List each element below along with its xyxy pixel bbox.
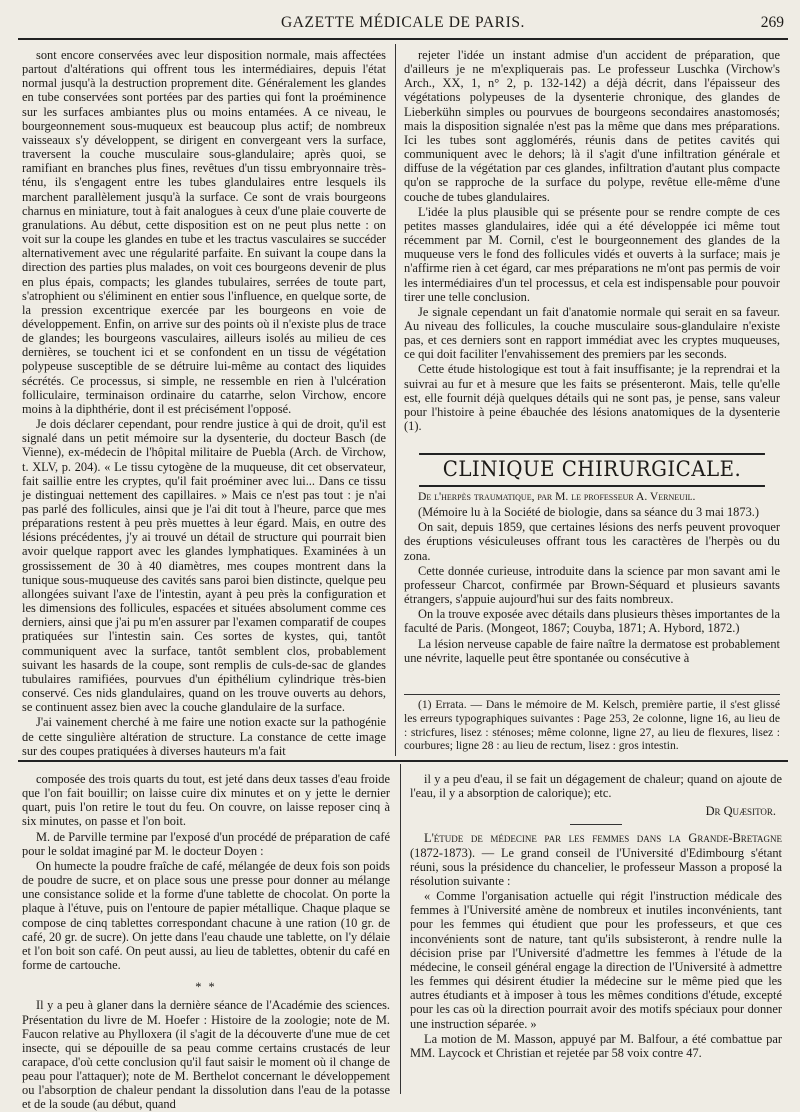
column-rule-bottom [400,764,401,1094]
paragraph: Je dois déclarer cependant, pour rendre justice à qui de droit, qu'il est signalé dans un petit mémoire sur la dysenterie, du docteur Basch (de Vienne), ex-médecin de l'hôpital militaire de Puebla (Arch. de Virchow, t. XLV, p. 204). « Le tissu cytogène de la muqueuse, dit cet observateur, fait saillie entre les cryptes, qu'il fait proéminer avec lui... Dans ce tissu je distinguai nettement des capillaires. » Mais ce n'est pas tout : je n'ai pas parlé des follicules, ainsi que je l'ai dit tout à l'heure, parce que mes préparations restent à peu près muettes à leur égard. Mais, en outre des lésions précédentes, j'y ai trouvé un détail de structure qui pourrait bien avoir quelque rapport avec les glandes lymphatiques. Examinées à un grossissement de 30 à 40 diamètres, mes coupes montrent dans la tunique sous-muqueuse des cavités sans paroi bien distincte, quelque peu allongées suivant l'axe de l'intestin, ayant à peu près la configuration et les dimensions des follicules, espacées et situées absolument comme ces derniers, ainsi que j'ai pu m'en assurer par l'examen comparatif de coupes pratiquées sur l'intestin sain. Ces sortes de kystes, qui, tantôt communiquent avec la surface, tantôt semblent clos, probablement suivant les hasards de la coupe, sont remplis de culs-de-sac de glandes tubulaires ramifiées, pourvues d'un épithélium cylindrique très-bien conservé. Ces nids glandulaires, quand on les trouve ouverts au dehors, se continuent assez bien avec la couche glandulaire de la surface. [22,417,386,715]
section-divider [18,760,788,762]
footnote-rule [404,694,780,695]
bottom-right-column [410,772,782,1092]
paragraph: Je signale cependant un fait d'anatomie normale qui serait en sa faveur. Au niveau des follicules, la couche musculaire sous-glandulaire n'existe pas, et ces derniers sont en rapport immédiat avec les cryptes muqueuses, ce qui doit faciliter l'envahissement des premiers par les seconds. [404,304,780,362]
errata-footnote [404,698,780,754]
signature: Dr Quæsitor. [705,804,776,819]
paragraph: sont encore conservées avec leur disposition normale, mais affectées partout d'altérations qui offrent tous les intermédiaires, depuis l'état normal jusqu'à la destruction proprement dite. Généralement les glandes en tube conservées sont portées par des parties qui font la proéminence sur les surfaces ambiantes plus ou moins entamées. A ce niveau, le bourgeonnement sous-muqueux est beaucoup plus actif; de nombreux vaisseaux s'y développent, se dirigent en convergeant vers la surface, traversent la couche musculaire sous-glandulaire; après quoi, se ramifiant en branches plus fines, revêtues d'un tissu embryonnaire très-ténu, ils s'engagent entre les tubes glandulaires entre lesquels ils marchent parallèlement jusqu'à la surface. Ce sont de vrais bourgeons charnus en miniature, tout à fait analogues à ceux d'une plaie couverte de granulations. Au début, cette disposition est on ne peut plus nette : on voit sur la coupe les glandes en tube et les tractus vasculaires se succéder alternativement avec une régularité parfaite. En suivant la coupe dans la direction des parties plus malades, on voit ces bourgeons devenir de plus en plus épais, compacts; les glandes tubulaires, serrées de toute part, s'atrophient ou s'éliminent en entier sous l'influence, en quelque sorte, de la pression excentrique exercée par les bourgeons en voie de développement. Enfin, on arrive sur des points où il n'existe plus de trace de glandes; les bourgeons vasculaires, ailleurs isolés au milieu de ces dernières, se touchent ici et se confondent en un tissu de végétation polypeuse susceptible de se détruire lui-même au contact des liquides sécrétés. Ce processus, si simple, ne ressemble en rien à l'ulcération folliculaire, terminaison ordinaire du catarrhe, selon Virchow, encore moins à la diphthérie, dont il est précisément l'opposé. [22,48,386,416]
footnote-text: (1) Errata. — Dans le mémoire de M. Kelsch, première partie, il s'est glissé les erreurs typographiques suivantes : Page 253, 2e colonne, ligne 16, au lieu de : stricfures, lisez : sténoses; même colonne, ligne 27, au lieu de flexures, lisez : courbures; ligne 28 : au lieu de rectum, lisez : gros intestin. [404,698,780,753]
paragraph: On sait, depuis 1859, que certaines lésions des nerfs peuvent provoquer des éruptions vésiculeuses offrant tous les caractères de l'herpès ou du zona. [404,520,780,563]
paragraph: J'ai vainement cherché à me faire une notion exacte sur la pathogénie de cette singulière altération de structure. La constance de cette image sur des coupes pratiquées à diverses hauteurs m'a fait [22,715,386,758]
short-rule [570,824,622,825]
column-rule-top [395,44,396,756]
section-title-clinique: CLINIQUE CHIRURGICALE. [419,453,765,487]
top-right-column [404,48,780,458]
paragraph: rejeter l'idée un instant admise d'un accident de préparation, que d'ailleurs je ne m'expliquerais pas. Le professeur Luschka (Virchow's Arch., XX, 1, n° 2, p. 132-142) a déjà décrit, dans l'épaisseur des végétations polypeuses de la dysenterie chronique, des glandes de Lieberkühn simples ou pourvues de bourgeons secondaires anastomosés; mais la disposition signalée n'est pas la même que dans mes préparations. Ici les tubes sont agglomérés, réunis dans de petites cavités qui communiquent avec le dehors; là il s'agit d'une infiltration générale et diffuse de la végétation par ces glandes, infiltration d'autant plus compacte qu'on se rapproche de la surface du polype, revêtue elle-même d'une couche de tubes glandulaires. [404,48,780,204]
article-heading: L'étude de médecine par les femmes dans la Grande-Bretagne [424,831,782,846]
clinique-article [404,490,780,688]
paragraph: On humecte la poudre fraîche de café, mélangée de deux fois son poids de poudre de sucre, et on place sous une presse pour donner au mélange une consistance solide et la forme d'une tablette de chocolat. On porte la plaque à l'étuve, puis on l'entoure de papier métallique. Chaque plaque se compose de cinq tablettes correspondant chacune à une ration (10 gr. de café, 20 gr. de sucre). On jette dans l'eau chaude une tablette, on l'y délaie et l'on boit son café. On peut aussi, au lieu de tablettes, obtenir du café en forme de cartouche. [22,858,390,973]
running-head [18,14,788,36]
article-paragraph [410,831,782,888]
paragraph: il y a peu d'eau, il se fait un dégagement de chaleur; quand on ajoute de l'eau, il y a absorption de calorique); etc. [410,772,782,801]
article-heading: De l'herpès traumatique, par M. le professeur A. Verneuil. [418,490,696,503]
page-number: 269 [760,14,784,31]
article-intro: (1872-1873). — Le grand conseil de l'Université d'Edimbourg s'étant réuni, sous la présidence du chancelier, le professeur Masson a proposé la résolution suivante : [410,845,782,888]
paragraph: On la trouve exposée avec détails dans plusieurs thèses importantes de la faculté de Paris. (Mongeot, 1867; Couyba, 1871; A. Hybord, 1872.) [404,607,780,636]
paragraph: Cette étude histologique est tout à fait insuffisante; je la reprendrai et la suivrai au fur et à mesure que les faits se présenteront. Mais, telle qu'elle est, elle fournit déjà quelques détails qui ne sont pas, je pense, sans valeur pour l'histoire à peine ébauchée des lésions anatomiques de la dysenterie (1). [404,362,780,434]
header-rule [18,38,788,40]
journal-title: GAZETTE MÉDICALE DE PARIS. [280,14,526,31]
paragraph: Cette donnée curieuse, introduite dans la science par mon savant ami le professeur Charcot, confirmée par Brown-Séquard et plusieurs savants étrangers, s'appuie aujourd'hui sur des faits nombreux. [404,563,780,607]
paragraph: La lésion nerveuse capable de faire naître la dermatose est probablement une névrite, laquelle peut être spontanée ou consécutive à [404,636,780,665]
paragraph: composée des trois quarts du tout, est jeté dans deux tasses d'eau froide que l'on fait bouillir; on laisse cuire dix minutes et on y jette le dernier quart, puis l'on retire le tout du feu. On couvre, on laisse reposer cinq à six minutes, on passe et l'on boit. [22,772,390,829]
paragraph: La motion de M. Masson, appuyé par M. Balfour, a été combattue par MM. Laycock et Christian et rejetée par 58 voix contre 47. [410,1031,782,1060]
bottom-left-column [22,772,390,1112]
paragraph: L'idée la plus plausible qui se présente pour se rendre compte de ces petites masses glandulaires, idée qui a été développée ici même tout récemment par M. Cornil, c'est le bourgeonnement des glandes de la muqueuse vers le fond des follicules vidés et ouverts à la surface; mais je n'affirme rien à cet égard, car mes préparations ne m'ont pas permis de voir les intermédiaires d'un tel processus, et cela est indispensable pour pouvoir tirer une telle conclusion. [404,204,780,304]
paragraph: M. de Parville termine par l'exposé d'un procédé de préparation de café pour le soldat imaginé par M. le docteur Doyen : [22,829,390,858]
paragraph: « Comme l'organisation actuelle qui régit l'instruction médicale des femmes à l'Université amène de nombreux et inutiles inconvénients, tant pour les femmes qui étudient que pour les professeurs, et que ces inconvénients sont de nature, tant qu'ils subsisteront, à rendre nulle la décision prise par l'Université d'admettre les femmes à l'étude de la médecine, le conseil général engage la direction de l'Université à admettre les femmes qui désirent étudier la médecine sur le même pied que les autres étudiants et à imposer à tous les mêmes conditions d'étude, excepté pour les cas où la direction pourrait avoir des motifs spéciaux pour donner une instruction séparée. » [410,889,782,1031]
paragraph: Il y a peu à glaner dans la dernière séance de l'Académie des sciences. Présentation du livre de M. Hoefer : Histoire de la zoologie; note de M. Faucon relative au Phylloxera (il s'agit de la découverte d'une mue de cet insecte, qui se dépouille de sa peau comme certains crustacés de leur carapace, d'où cette conclusion qu'il faut saisir le moment où il change de peau pour l'attaquer); note de M. Berthelot concernant le développement ou l'absorption de chaleur pendant la dissolution dans l'eau de la potasse et de la soude (au début, quand [22,998,390,1112]
top-left-column [22,48,386,758]
article-subheading: (Mémoire lu à la Société de biologie, dans sa séance du 3 mai 1873.) [418,505,759,520]
asterism: * * [195,980,217,995]
